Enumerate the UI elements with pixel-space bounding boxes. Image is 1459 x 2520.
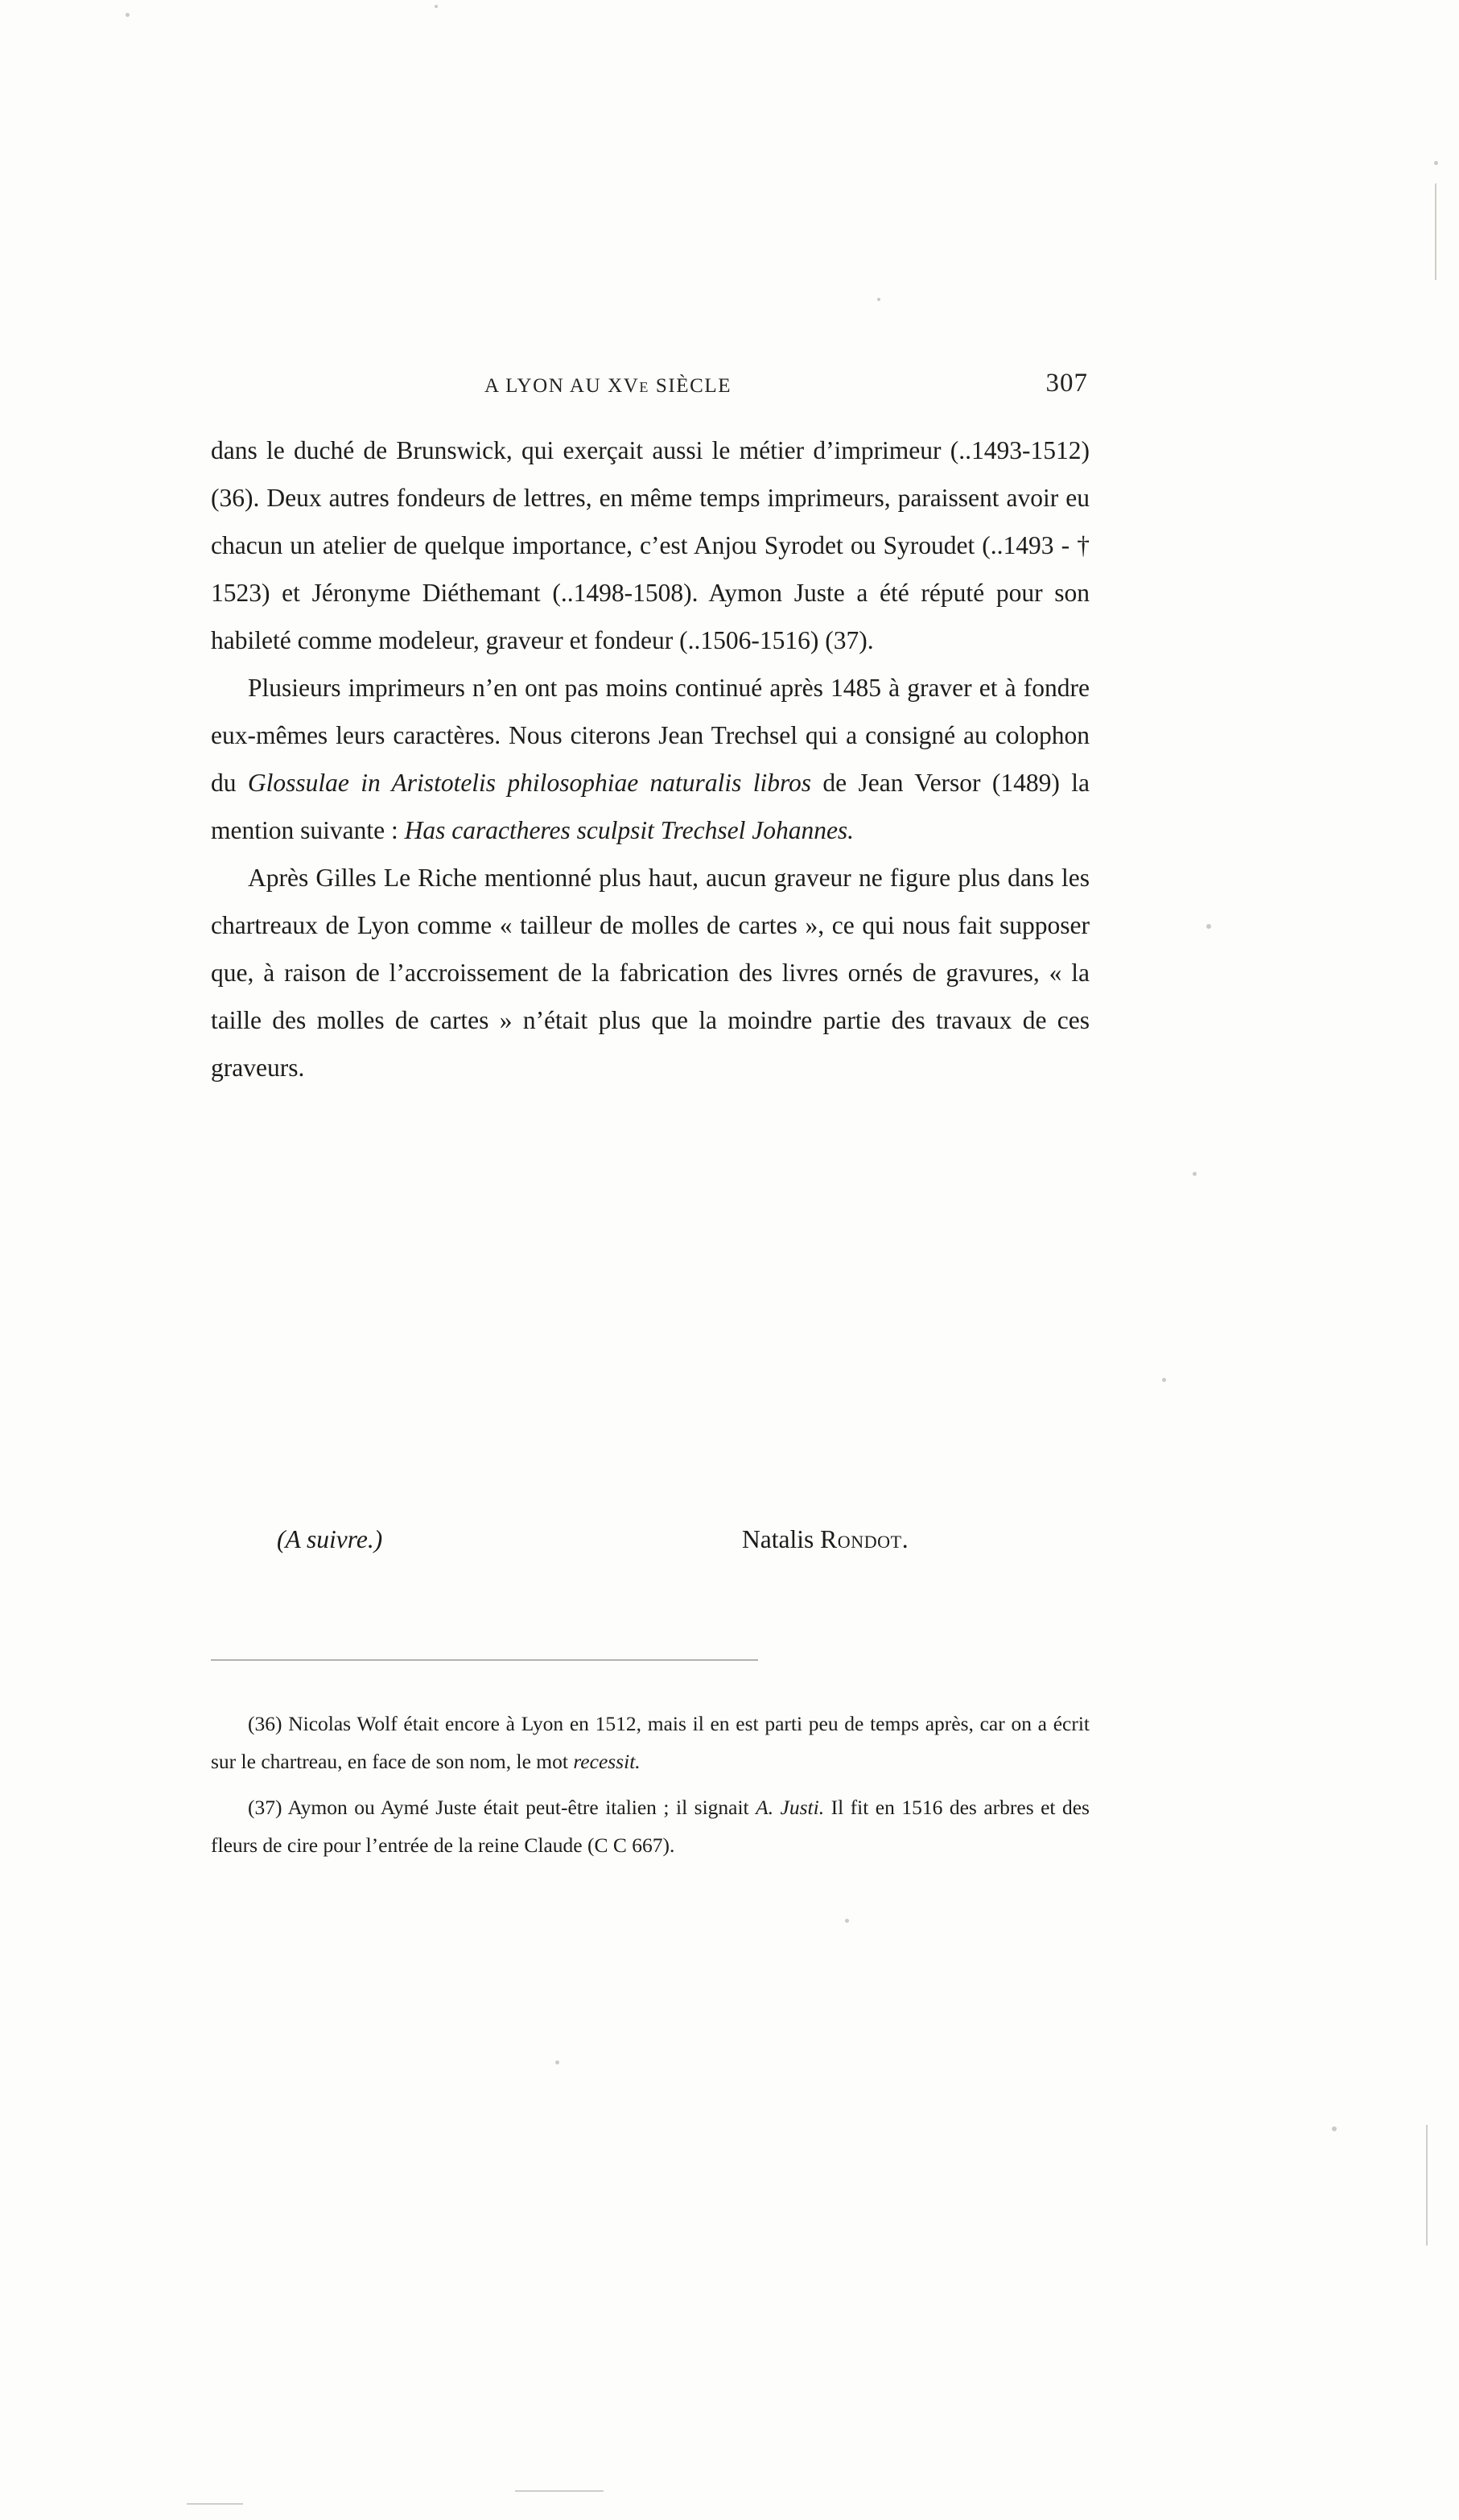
author-first-name: Natalis	[742, 1525, 821, 1553]
latin-quote-italic: Has caractheres sculpsit Trechsel Johannes.	[404, 816, 855, 844]
footnote-36	[211, 1705, 1090, 1780]
page-number: 307	[1045, 369, 1088, 398]
footnote-37-text-b: Il fit en 1516 des arbres et des fleurs de cire pour l’entrée de la reine Claude (C C 667).	[211, 1796, 1090, 1857]
page-edge-mark	[515, 2490, 604, 2492]
paragraph-1: dans le duché de Brunswick, qui exerçait aussi le métier d’imprimeur (..1493-1512) (36). Deux autres fondeurs de lettres, en même temps imprimeurs, paraissent avoir eu chacun un atelier de quelque importance, c’est Anjou Syrodet ou Syroudet (..1493 - † 1523) et Jéronyme Diéthemant (..1498-1508). Aymon Juste a été réputé pour son habileté comme modeleur, graveur et fondeur (..1506-1516) (37).	[211, 436, 1090, 654]
page-edge-mark	[1426, 2125, 1428, 2246]
signature-row	[211, 1525, 1090, 1573]
body-text	[211, 427, 1090, 1091]
author-last-name: Rondot.	[820, 1525, 909, 1553]
scan-speck	[1193, 1172, 1197, 1176]
scan-speck	[1332, 2126, 1337, 2131]
paragraph-2-part-a: Plusieurs imprimeurs n’en ont pas moins continué après 1485 à graver et à fondre eux-mêmes leurs caractères. Nous citerons Jean Trechsel qui a consigné au colophon du	[211, 674, 1090, 797]
paragraph-2-part-b: de Jean Versor (1489) la mention suivante :	[211, 769, 1090, 844]
book-title-italic: Glossulae in Aristotelis philosophiae naturalis libros	[247, 769, 812, 797]
running-head	[211, 369, 1088, 402]
scan-speck	[845, 1919, 849, 1923]
paragraph-3: Après Gilles Le Riche mentionné plus haut, aucun graveur ne figure plus dans les chartreaux de Lyon comme « tailleur de molles de cartes », ce qui nous fait supposer que, à raison de l’accroissement de la fabrication des livres ornés de gravures, « la taille des molles de cartes » n’était plus que la moindre partie des travaux de ces graveurs.	[211, 864, 1090, 1082]
page-edge-mark	[1435, 184, 1436, 280]
scan-speck	[1206, 924, 1211, 929]
footnote-37-text-a: (37) Aymon ou Aymé Juste était peut-être italien ; il signait	[248, 1796, 756, 1819]
footnote-37	[211, 1788, 1090, 1864]
running-head-title: A LYON AU XVe SIÈCLE	[484, 375, 732, 397]
page-edge-mark	[187, 2503, 243, 2505]
scan-speck	[1434, 161, 1438, 165]
scan-speck	[555, 2060, 559, 2064]
footnote-36-italic: recessit.	[573, 1750, 641, 1773]
to-be-continued-note: (A suivre.)	[277, 1525, 383, 1553]
scan-speck	[435, 5, 438, 8]
scan-speck	[126, 13, 130, 17]
author-signature	[742, 1525, 909, 1554]
scan-speck	[1162, 1378, 1166, 1382]
paragraph-2	[211, 664, 1090, 854]
scan-speck	[877, 298, 880, 301]
footnotes	[211, 1705, 1090, 1864]
footnote-36-text: (36) Nicolas Wolf était encore à Lyon en 1512, mais il en est parti peu de temps après, car on a écrit sur le chartreau, en face de son nom, le mot	[211, 1712, 1090, 1773]
footnote-37-italic: A. Justi.	[756, 1796, 825, 1819]
